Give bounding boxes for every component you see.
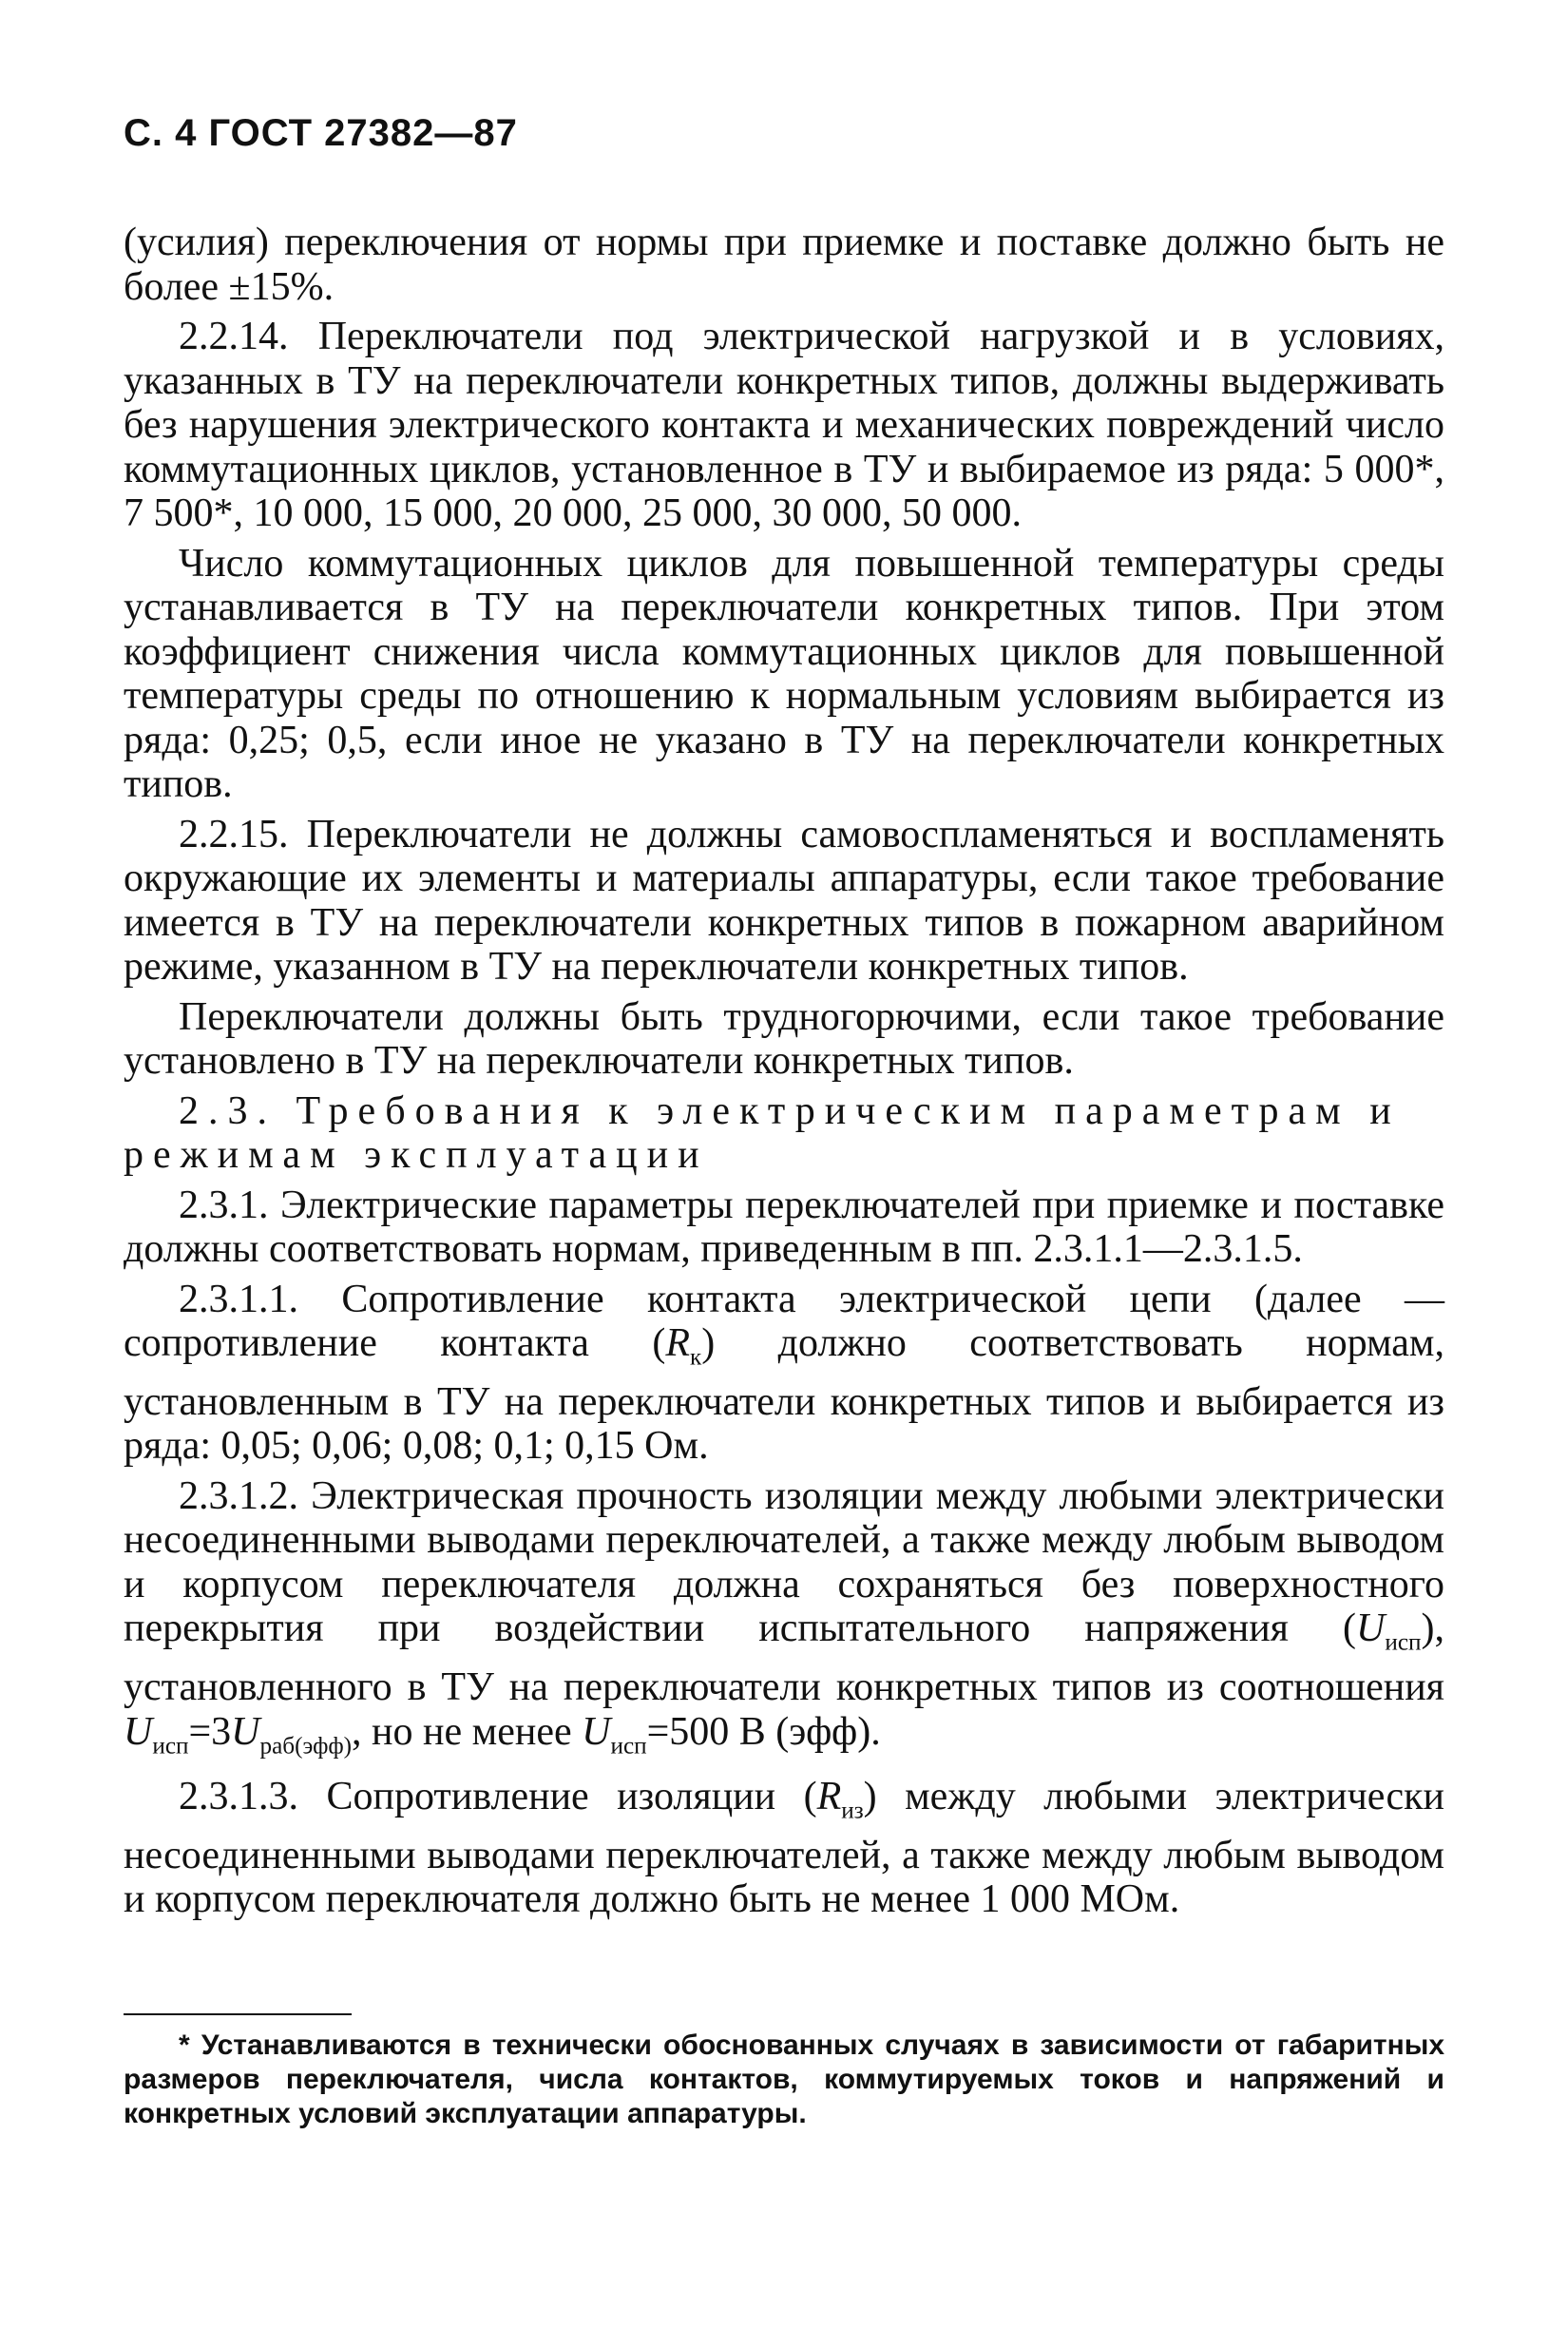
subscript-isp: исп — [1385, 1629, 1422, 1656]
text-fragment: , но не менее — [352, 1709, 583, 1754]
footnote: * Устанавливаются в технически обоснованных случаях в зависимости от габаритных размеров переключателя, числа контактов, коммутируемых токов и напряжений и конкретных условий эксплуатации аппаратуры. — [124, 2030, 1444, 2129]
symbol-u: U — [124, 1709, 153, 1754]
page-header: С. 4 ГОСТ 27382—87 — [124, 112, 518, 154]
text-fragment: ), установленного в ТУ на переключатели конкретных типов из соотношения — [124, 1606, 1444, 1710]
text-fragment: =3 — [188, 1709, 232, 1754]
subscript-isp: исп — [152, 1733, 189, 1760]
paragraph-switching-cycles: Число коммутационных циклов для повышенной температуры среды устанавливается в ТУ на переключатели конкретных типов. При этом коэффициент снижения числа коммутационных циклов для повышенной температуры среды по отношению к нормальным условиям выбирается из ряда: 0,25; 0,5, если иное не указано в ТУ на переключатели конкретных типов. — [124, 541, 1444, 806]
text-fragment: 2.3.1.2. Электрическая прочность изоляции между любыми электрически несоединенными выводами переключателей, а также между любым выводом и корпусом переключателя должна сохраняться без поверхностного перекрытия при воздействии испытательного напряжения ( — [124, 1473, 1444, 1651]
subscript-iz: из — [841, 1798, 864, 1824]
paragraph-2-2-14: 2.2.14. Переключатели под электрической нагрузкой и в условиях, указанных в ТУ на переключатели конкретных типов, должны выдерживать без нарушения электрического контакта и механических повреждений число коммутационных циклов, установленное в ТУ и выбираемое из ряда: 5 000*, 7 500*, 10 000, 15 000, 20 000, 25 000, 30 000, 50 000. — [124, 315, 1444, 535]
symbol-r: R — [816, 1774, 842, 1818]
subscript-isp: исп — [610, 1733, 647, 1760]
text-fragment: =500 В (эфф). — [646, 1709, 881, 1754]
paragraph-2-2-15: 2.2.15. Переключатели не должны самовоспламеняться и воспламенять окружающие их элементы и материалы аппаратуры, если такое требование имеется в ТУ на переключатели конкретных типов в пожарном аварийном режиме, указанном в ТУ на переключатели конкретных типов. — [124, 812, 1444, 989]
subscript-rab: раб(эфф) — [259, 1733, 353, 1760]
footnote-divider — [124, 2013, 352, 2015]
text-fragment: ) между любыми электрически несоединенными выводами переключателей, а также между любым выводом и корпусом переключателя должно быть не менее 1 000 МОм. — [124, 1774, 1444, 1922]
paragraph-2-3-1-1 — [124, 1278, 1444, 1469]
symbol-r: R — [665, 1321, 690, 1365]
section-heading-2-3: 2.3. Требования к электрическим параметрам и режимам эксплуатации — [124, 1088, 1401, 1177]
paragraph-flame-retardant: Переключатели должны быть трудногорючими, если такое требование установлено в ТУ на переключатели конкретных типов. — [124, 994, 1444, 1083]
symbol-u: U — [1356, 1606, 1386, 1651]
document-body — [124, 221, 1444, 1928]
symbol-u: U — [231, 1709, 260, 1754]
paragraph-continuation: (усилия) переключения от нормы при приемке и поставке должно быть не более ±15%. — [124, 221, 1444, 309]
symbol-u: U — [582, 1709, 611, 1754]
subscript-k: к — [689, 1344, 702, 1371]
paragraph-2-3-1-3 — [124, 1775, 1444, 1922]
text-fragment: 2.3.1.3. Сопротивление изоляции ( — [179, 1774, 817, 1818]
text-fragment: ) должно соответствовать нормам, установленным в ТУ на переключатели конкретных типов и выбирается из ряда: 0,05; 0,06; 0,08; 0,1; 0,15 Ом. — [124, 1321, 1444, 1469]
paragraph-2-3-1: 2.3.1. Электрические параметры переключателей при приемке и поставке должны соответствовать нормам, приведенным в пп. 2.3.1.1—2.3.1.5. — [124, 1183, 1444, 1271]
text-fragment: 2.3.1.1. Сопротивление контакта электрической цепи (далее — сопротивление контакта ( — [124, 1277, 1444, 1365]
paragraph-2-3-1-2 — [124, 1474, 1444, 1769]
